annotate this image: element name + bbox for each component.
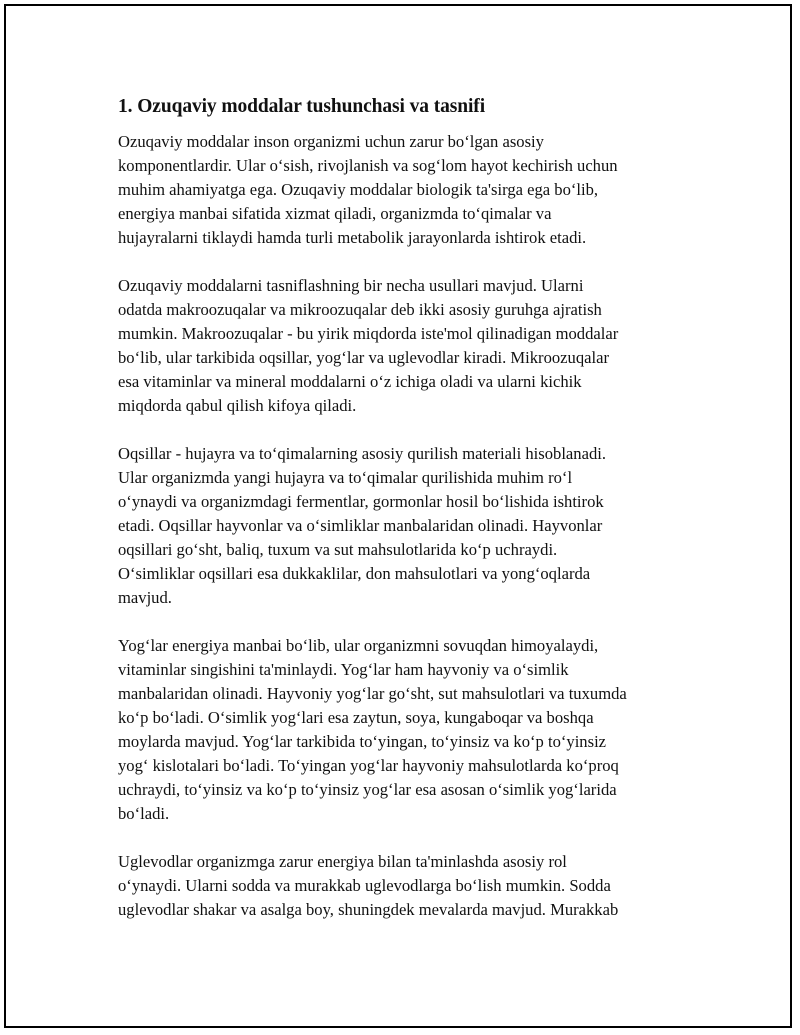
text-line: uchraydi, to‘yinsiz va ko‘p to‘yinsiz yog‘lar esa asosan o‘simlik yog‘larida	[118, 780, 617, 799]
document-body	[118, 94, 688, 946]
text-line: bo‘ladi.	[118, 804, 170, 823]
text-line: o‘ynaydi va organizmdagi fermentlar, gormonlar hosil bo‘lishida ishtirok	[118, 492, 604, 511]
text-line: o‘ynaydi. Ularni sodda va murakkab uglevodlarga bo‘lish mumkin. Sodda	[118, 876, 611, 895]
text-line: O‘simliklar oqsillari esa dukkaklilar, don mahsulotlari va yong‘oqlarda	[118, 564, 591, 583]
text-line: Uglevodlar organizmga zarur energiya bilan ta'minlashda asosiy rol	[118, 852, 567, 871]
text-line: manbalaridan olinadi. Hayvoniy yog‘lar go‘sht, sut mahsulotlari va tuxumda	[118, 684, 627, 703]
text-line: Oqsillar - hujayra va to‘qimalarning asosiy qurilish materiali hisoblanadi.	[118, 444, 607, 463]
text-line: Ozuqaviy moddalar inson organizmi uchun zarur bo‘lgan asosiy	[118, 132, 544, 151]
text-line: vitaminlar singishini ta'minlaydi. Yog‘lar ham hayvoniy va o‘simlik	[118, 660, 569, 679]
text-line: energiya manbai sifatida xizmat qiladi, organizmda to‘qimalar va	[118, 204, 552, 223]
paragraph-proteins	[118, 442, 688, 610]
paragraph-intro	[118, 130, 688, 250]
text-line: uglevodlar shakar va asalga boy, shuningdek mevalarda mavjud. Murakkab	[118, 900, 619, 919]
text-line: odatda makroozuqalar va mikroozuqalar deb ikki asosiy guruhga ajratish	[118, 300, 602, 319]
text-line: hujayralarni tiklaydi hamda turli metabolik jarayonlarda ishtirok etadi.	[118, 228, 587, 247]
text-line: ko‘p bo‘ladi. O‘simlik yog‘lari esa zaytun, soya, kungaboqar va boshqa	[118, 708, 594, 727]
text-line: oqsillari go‘sht, baliq, tuxum va sut mahsulotlarida ko‘p uchraydi.	[118, 540, 558, 559]
text-line: miqdorda qabul qilish kifoya qiladi.	[118, 396, 357, 415]
text-line: esa vitaminlar va mineral moddalarni o‘z ichiga oladi va ularni kichik	[118, 372, 582, 391]
text-line: Ozuqaviy moddalarni tasniflashning bir necha usullari mavjud. Ularni	[118, 276, 584, 295]
text-line: mavjud.	[118, 588, 172, 607]
text-line: Yog‘lar energiya manbai bo‘lib, ular organizmni sovuqdan himoyalaydi,	[118, 636, 599, 655]
text-line: yog‘ kislotalari bo‘ladi. To‘yingan yog‘lar hayvoniy mahsulotlarda ko‘proq	[118, 756, 619, 775]
text-line: moylarda mavjud. Yog‘lar tarkibida to‘yingan, to‘yinsiz va ko‘p to‘yinsiz	[118, 732, 607, 751]
text-line: muhim ahamiyatga ega. Ozuqaviy moddalar biologik ta'sirga ega bo‘lib,	[118, 180, 599, 199]
text-line: Ular organizmda yangi hujayra va to‘qimalar qurilishida muhim ro‘l	[118, 468, 573, 487]
text-line: komponentlardir. Ular o‘sish, rivojlanish va sog‘lom hayot kechirish uchun	[118, 156, 618, 175]
paragraph-carbohydrates	[118, 850, 688, 922]
text-line: bo‘lib, ular tarkibida oqsillar, yog‘lar va uglevodlar kiradi. Mikroozuqalar	[118, 348, 610, 367]
paragraph-fats	[118, 634, 688, 826]
text-line: mumkin. Makroozuqalar - bu yirik miqdorda iste'mol qilinadigan moddalar	[118, 324, 619, 343]
text-line: etadi. Oqsillar hayvonlar va o‘simliklar manbalaridan olinadi. Hayvonlar	[118, 516, 603, 535]
section-heading: 1. Ozuqaviy moddalar tushunchasi va tasnifi	[118, 96, 486, 117]
paragraph-classification	[118, 274, 688, 418]
